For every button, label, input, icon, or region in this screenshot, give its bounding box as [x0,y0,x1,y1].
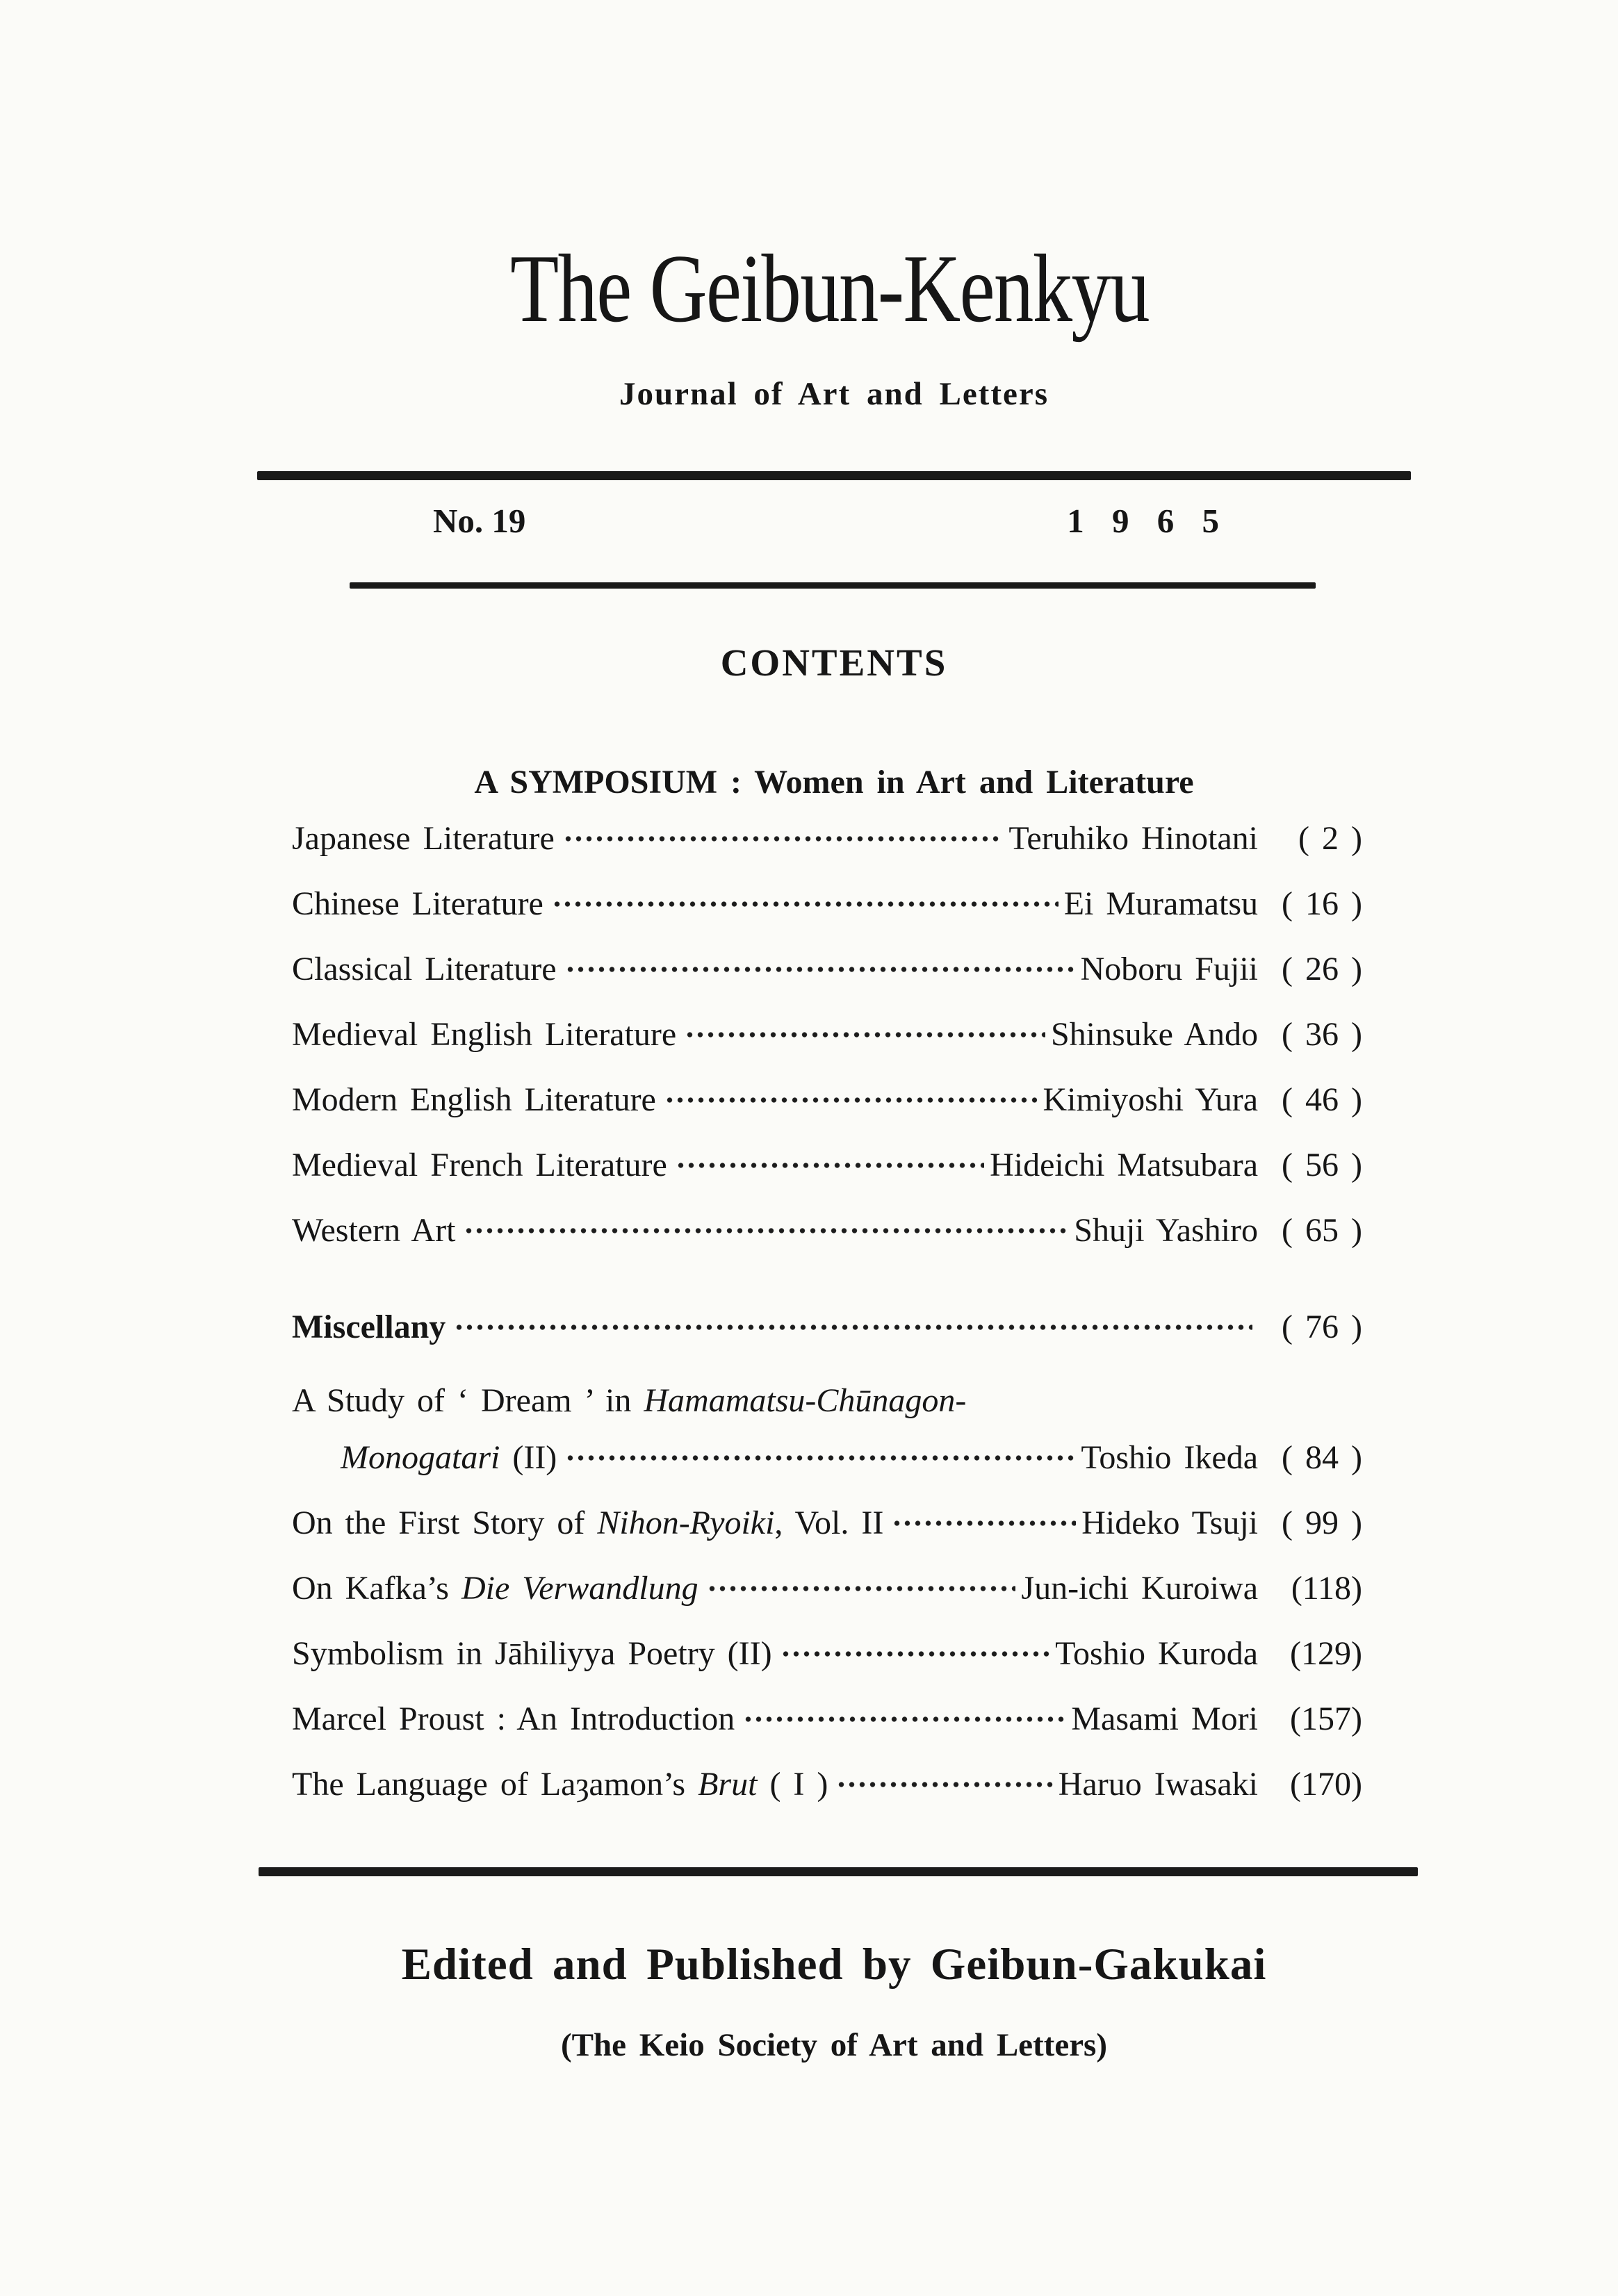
toc-entry-title [292,1377,966,1425]
dot-leader [705,1583,1016,1594]
horizontal-rule-middle [350,582,1316,589]
dot-leader [779,1648,1049,1659]
toc-title-segment: , Vol. II [774,1504,884,1541]
journal-title: The Geibun-Kenkyu [510,235,1149,343]
toc-title-segment: Modern English Literature [292,1081,656,1118]
toc-row [292,1425,1362,1491]
toc-row [292,1491,1362,1556]
toc-entry-title [292,1067,656,1133]
issue-number: No. 19 [433,502,526,540]
toc-entry-author: Kimiyoshi Yura [1043,1081,1258,1118]
toc-title-segment: Nihon-Ryoiki [597,1504,775,1541]
toc-title-segment: (II) [500,1439,557,1476]
toc-row [292,1295,1362,1360]
toc-entry-author: Shuji Yashiro [1074,1212,1258,1249]
symposium-heading: A SYMPOSIUM : Women in Art and Literature [474,764,1194,801]
journal-subtitle: Journal of Art and Letters [619,376,1049,412]
toc-entry-page: ( 36 ) [1282,1016,1362,1053]
toc-entry-title [292,937,557,1002]
toc-row [292,1621,1362,1687]
toc-row [292,1687,1362,1752]
toc-entry-page: ( 56 ) [1282,1147,1362,1183]
toc-title-segment: On the First Story of [292,1504,598,1541]
horizontal-rule-top [257,471,1411,480]
publisher-line: Edited and Published by Geibun-Gakukai [401,1940,1267,1990]
dot-leader [890,1518,1076,1529]
dot-leader [674,1160,984,1171]
toc-row [292,937,1362,1002]
toc-entry-author: Haruo Iwasaki [1058,1766,1258,1803]
toc-title-segment: Marcel Proust : An Introduction [292,1700,735,1737]
toc-title-segment: Die Verwandlung [461,1570,698,1607]
dot-leader [835,1779,1052,1790]
dot-leader [564,1452,1075,1463]
toc-title-segment: Medieval English Literature [292,1016,677,1053]
toc-title-segment: The Language of Laȝamon’s [292,1766,698,1803]
toc-title-segment: ( I ) [757,1766,828,1803]
toc-row [292,1198,1362,1263]
toc-entry-page: (157) [1290,1700,1362,1737]
issue-row [257,499,1411,543]
toc-entry-author: Masami Mori [1071,1700,1258,1737]
toc-entry-title [292,871,544,937]
toc-entry-page: ( 2 ) [1298,820,1362,857]
toc-title-segment: Western Art [292,1212,456,1249]
contents-heading: CONTENTS [720,641,948,684]
dot-leader [663,1094,1038,1106]
toc-row [292,1556,1362,1621]
toc-entry-author: Hideichi Matsubara [990,1147,1258,1183]
toc-entry-page: (118) [1291,1570,1362,1607]
dot-leader [462,1225,1068,1236]
toc-entry-author: Hideko Tsuji [1081,1504,1258,1541]
dot-leader [742,1714,1065,1725]
toc-entry-author: Noboru Fujii [1080,951,1258,987]
toc-title-segment: Brut [698,1766,758,1803]
toc-entry-title [292,1752,828,1817]
toc-title-segment: Hamamatsu-Chūnagon- [644,1382,967,1419]
toc-row [292,1133,1362,1198]
toc-entry-title [292,1621,772,1687]
toc-entry-author: Shinsuke Ando [1050,1016,1258,1053]
toc-entry-title [292,1556,698,1621]
toc-entry-author: Teruhiko Hinotani [1008,820,1258,857]
toc-title-segment: Chinese Literature [292,885,544,922]
toc-title-segment: Symbolism in Jāhiliyya Poetry (II) [292,1635,772,1672]
toc-entry-page: (170) [1290,1766,1362,1803]
toc-entry-title [292,1002,676,1067]
toc-title-segment: Miscellany [292,1309,446,1345]
toc-entry-page: ( 46 ) [1282,1081,1362,1118]
dot-leader [550,899,1059,910]
toc-entry-title [292,1198,455,1263]
toc-entry-page: ( 16 ) [1282,885,1362,922]
toc-entry-title [292,1295,446,1360]
toc-row [292,1377,1362,1425]
toc-title-segment: On Kafka’s [292,1570,461,1607]
toc-entry-page: ( 76 ) [1282,1309,1362,1345]
dot-leader [683,1029,1045,1040]
issue-year: 1 9 6 5 [1067,502,1229,540]
toc-title-segment: Japanese Literature [292,820,555,857]
toc-title-segment: Classical Literature [292,951,557,987]
toc-entry-author: Jun-ichi Kuroiwa [1021,1570,1258,1607]
toc-entry-title [292,1491,883,1556]
toc-entry-title [292,806,555,871]
horizontal-rule-bottom [259,1867,1418,1876]
toc-row [292,806,1362,871]
toc-title-segment: Monogatari [341,1439,500,1476]
toc-entry-author: Toshio Kuroda [1055,1635,1258,1672]
toc-title-segment: Medieval French Literature [292,1147,667,1183]
toc-entry-author: Toshio Ikeda [1081,1439,1258,1476]
toc-row [292,1067,1362,1133]
toc-entry-author: Ei Muramatsu [1063,885,1258,922]
society-line: (The Keio Society of Art and Letters) [560,2027,1107,2063]
toc-entry-page: ( 26 ) [1282,951,1362,987]
toc-entry-title [341,1425,557,1491]
toc-entry-page: ( 84 ) [1282,1439,1362,1476]
dot-leader [452,1322,1252,1333]
toc-row [292,871,1362,937]
toc-row [292,1752,1362,1817]
toc-entry-page: ( 99 ) [1282,1504,1362,1541]
toc-row [292,1002,1362,1067]
toc-entry-title [292,1687,735,1752]
toc-title-segment: A Study of ‘ Dream ’ in [292,1382,644,1419]
toc-entry-page: ( 65 ) [1282,1212,1362,1249]
toc-list [292,806,1362,1817]
toc-entry-title [292,1133,667,1198]
dot-leader [562,833,1004,844]
dot-leader [564,964,1075,975]
toc-entry-page: (129) [1290,1635,1362,1672]
